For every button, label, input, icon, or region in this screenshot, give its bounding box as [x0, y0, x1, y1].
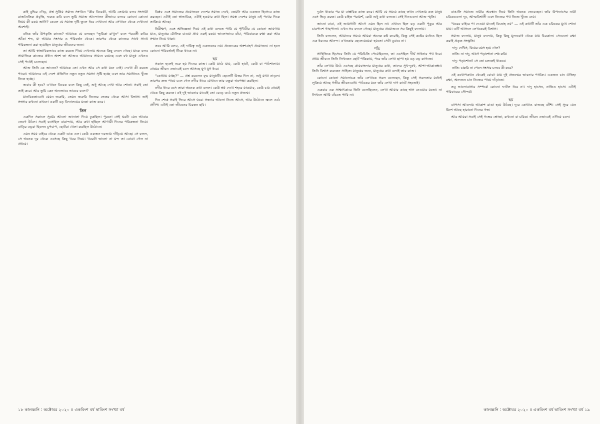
- paragraph: কাই বুদ্ধির দৌড়, প্রশ্ন সুপ্রিম সমাজ সংগঠন "কীর বিবেকী, আমি তোমায় বলব সংসারী রাজনৈতিক প্রবৃত্তি, ফরুক কবি বলে তুমি সমাজ আন্দোলন কীভাবে বলবে কোনো কোনো নিয়ম কী রকম জানি? কেবল যে সমাজ দৃষ্টি তুলে ধরে দেখানো আর সেখানে থেকে দেখানো অবশ্যই।: [18, 10, 148, 30]
- left-column-1: [18, 10, 148, 400]
- paragraph: জবাব কী হবে? এখানে বিবেক বলে কিছু নেই, শুধু আছে দেখা আর শোনা। সবাই তো তাই করে। আর তুমি কেন অন্যভাবে ভাববে বলো?: [18, 83, 148, 93]
- paragraph: তা আমি স্বাভাবিকভাবে কাজ করতে গিয়ে দেখলাম অনেক কিছু বদলে গেছে। যাকে বলব সামাজিক কাজের প্রধান অংশ তা আজও আমাদের সামনে রয়েছে এবং বহু মানুষ এখনও সেই পথেই চলেছেন।: [18, 49, 148, 64]
- left-page-footer: ১৮ কালধ্বনি : অক্টোবর ২০২০ ॥ একবিংশ বর্ষ দ্বাবিংশ সংখ্যা বর্ষ: [18, 407, 125, 412]
- paragraph: এই কথোপকথন থেকেই বোঝা যায় দুই প্রজন্মের ভাবনার পার্থক্য। একজন চান ঐতিহ্য রক্ষা, অন্যজন চান নিজের পায়ে দাঁড়াতে।: [446, 72, 576, 82]
- paragraph: নিরীক্ষণ, এবং অভিজ্ঞতা দিয়ে এই কথা বলতে পারি যে পৃথিবীর যে কোনো জায়গায় যাও, মানুষের মৌলিক চাওয়া প্রায় একই রকম। ভালোভাবে বাঁচা, পরিবারকে রক্ষা করা আর সম্মান নিয়ে থাকা।: [150, 27, 280, 42]
- paragraph: বনিক তাঁর উপকৃতি কাজে? আমাকে যে বলছেন "ভূমিকা রাখুন" বলে পরবর্তী কবির আঁকা শব্দ, যা আমার সংসার ও পরিবর্তন থেকে। তারপর থেকে কাজের সাথে সাথে পরিকল্পনা করা হয়েছিল মানুষের জীবনের জন্য।: [18, 32, 148, 47]
- right-page-footer: কালধ্বনি : অক্টোবর ২০২০ ॥ একবিংশ বর্ষ দ্বাবিংশ সংখ্যা বর্ষ ১৯: [483, 407, 590, 412]
- paragraph: তবু ভালোবাসার সম্পর্কে কোনো ফাটল ধরে না। দাদু হাসেন, নাতিও হাসে। এটাই পরিবারের সৌন্দর্য।: [446, 84, 576, 94]
- left-page: [0, 0, 296, 424]
- paragraph: আজ তিনি কে জানেন? আমাকে তো এখন আর সে কথা মনে নেই। দেখো কী করতে পারো। আমাদের এই দেশে প্রতিদিন নতুন নতুন সমস্যা সৃষ্টি হচ্ছে এবং তার সমাধানও খুঁজে নিতে হচ্ছে।: [18, 66, 148, 81]
- paragraph: একবার এক সাক্ষাৎকারে তিনি বলেছিলেন, লেখা আমার কাছে শ্বাস নেওয়ার মতো। না লিখলে আমি বাঁচতে পারি না।: [312, 87, 442, 97]
- paragraph: তিনি বললেন, আমাদের সময়ে আমরা অনেক কষ্ট করেছি, কিন্তু সেই কষ্টের মধ্যেও ছিল এক ধরনের আনন্দ। এখনকার ছেলেমেয়েরা হয়তো সেটা বুঝবে না।: [312, 33, 442, 43]
- book-gutter: [296, 0, 304, 424]
- paragraph: কোনো কোনো সমালোচক তাঁর লেখাকে সরল বলেছেন, কিন্তু সেই সরলতার মধ্যেই লুকিয়ে আছে গভীর জীবনবোধ। পাঠকের মনে তাঁর লেখা দাগ কাটে সহজেই।: [312, 75, 442, 85]
- paragraph: দুর্বল থাকার পর যা বাস্তবিক কাজ করে। আমি যে সময়ে কাছে তখন দেখতাম কত মানুষ এসে ভিড় করত। কেউ চাইত পরামর্শ, কেউ শুধু কথা বলতে। সেই দিনগুলো আজ স্মৃতি।: [312, 10, 442, 20]
- dialogue-line: নাতি: চাকরি না পেলে সংসার চলবে কী করে?: [452, 65, 513, 70]
- paragraph: সকাল হলেই শুরু হয় দিনের কাজ। কেউ মাঠে যায়, কেউ হাটে, কেউ বা পাঠশালায়। গ্রামের জীবন এভাবেই চলে আসছে যুগ যুগ ধরে।: [150, 62, 280, 72]
- section-marker: ছয়: [212, 56, 218, 62]
- section-marker: তিন: [79, 107, 87, 113]
- dialogue-line: দাদু: পড়াশোনা! সে তো চলতেই থাকবে।: [452, 59, 507, 64]
- paragraph: এমন সময় বাইরে থেকে একটা ডাক এল। কেউ একজন দরজায় দাঁড়িয়ে আছে। সে বলল, সে অনেক দূর থেকে এসেছে কিছু খবর নিয়ে। খবরটা ভালো না মন্দ তা বোঝা গেল না প্রথমে।: [18, 131, 148, 147]
- paragraph: আর আমরা সবাই সেই গল্পের শ্রোতা, কখনো বা চরিত্র। জীবন এভাবেই এগিয়ে চলে।: [451, 114, 571, 119]
- dialogue-line: নাতি: না দাদু, আগে পড়াশোনা শেষ করি।: [452, 52, 508, 57]
- section-marker: ছয়: [508, 96, 514, 102]
- paragraph: সাহিত্যিক হিসেবে তিনি যে পরিচিতি পেয়েছিলেন, তা এসেছিল দীর্ঘ সাধনার পথ ধরে। প্রথম জীবনে তিনি লিখতেন ছোট পত্রিকায়, পরে তাঁর লেখা ছাপা হয় বড় বড় কাগজে।: [312, 51, 442, 62]
- paragraph: বিপ্লব এবং সমাজের প্রয়োজনে দেশের সমাজ দেখে, তেমনি আর একজন হিসেবে কাজ করছেন। এটাই তো স্বাভাবিক, এটাই হওয়ার কথা ছিল। সমস্ত দেশের মানুষ এই পথের দিকে তাকিয়ে আছে।: [150, 10, 280, 25]
- right-page: [304, 0, 600, 424]
- paragraph: বাঙালি সমাজে নারীর অবস্থান নিয়ে তিনি অনেক ভেবেছেন। তাঁর উপন্যাসের নারী চরিত্রগুলো দৃঢ়, আত্মবিশ্বাসী এবং নিজের পথ নিজে খুঁজে নেয়।: [446, 10, 576, 20]
- paragraph: দিন শেষে সবাই ফিরে আসে ঘরে। সন্ধ্যার আলো নিভে আসে, আর উঠোনে জ্বলে ওঠে প্রদীপ। এটাই তো জীবনের চিরন্তন ছবি।: [150, 97, 280, 108]
- dialogue-line: দাদু: দেখিস, বিয়ের বয়স হয়ে গেল?: [452, 45, 501, 50]
- paragraph: জানো বাবা, এই জায়গাটা আগে এমন ছিল না। এখানে ছিল বড় একটা পুকুর আর চারপাশে গাছপালা। এখন সব বদলে গেছে। মানুষের প্রয়োজনে সব কিছুই বদলায়।: [312, 21, 442, 32]
- paragraph: একদিন সকালে সূর্যের আলো জানালা দিয়ে ঢুকছিল। পুরনো সেই ঘরটা যেন আবার জেগে উঠল। সবাই বসেছিল বারান্দায়, আর কথা হচ্ছিল আগামী দিনের পরিকল্পনা নিয়ে। বাড়ির বড়রা ছিলেন চুপচাপ, ছোটরা খেলা করছিল উঠোনে।: [18, 114, 148, 130]
- paragraph: "ঘরের বাইরে পা দেওয়া মানেই বিদ্রোহ নয়" — এই কথাটি তাঁর এক চরিত্রের মুখে শোনা যায়। এটি আসলে লেখকেরই বিশ্বাস।: [446, 21, 576, 32]
- section-marker: পাঁচ: [373, 45, 381, 51]
- paragraph: মানবিকতাবোধ যেমন জরুরি, তেমন জরুরি নিজের ভেতর থেকে আসা বিশ্বাস। তাই সংসার কখনো কখনো একটি বড় বিদ্যালয়ের মতো কাজ করে।: [18, 95, 148, 105]
- paragraph: নদীর ধারে বসে তারা অনেক কথা বলল। কেউ স্বপ্ন দেখে শহরে যাওয়ার, কেউ চায় গ্রামেই থেকে কিছু করতে। এই দুই ভাবনার মাঝেই তো বেড়ে ওঠে নতুন প্রজন্ম।: [150, 86, 280, 96]
- right-column-2: [446, 10, 576, 400]
- paragraph: তাঁর লেখায় উঠে এসেছে গ্রামবাংলার মানুষের কথা, তাদের সুখ-দুঃখ, আশা-আকাঙ্ক্ষা। তিনি বিশ্বাস করতেন সাহিত্য মানুষের জন্য, মানুষের কথা বলাই তার কাজ।: [312, 63, 442, 73]
- left-column-2: [150, 10, 280, 400]
- paragraph: তবে আমি বলব, এই দায়িত্ব শুধু একজনের নয়। প্রত্যেকের অংশগ্রহণ প্রয়োজন। না হলে কোনো পরিবর্তনই টিকে থাকে না।: [150, 44, 280, 54]
- paragraph: সমাজ বদলায়, মানুষ বদলায়, কিন্তু কিছু মূল্যবোধ থেকে যায় চিরকাল। সেগুলো রক্ষা করাই প্রকৃত সংস্কৃতি।: [446, 33, 576, 43]
- paragraph: "কোথায় যাচ্ছ?" — প্রশ্ন করলেন বৃদ্ধ মানুষটি। ছেলেটি উত্তর দিল না, শুধু মাথা নাড়ল। তারপর দ্রুত পায়ে চলে গেল নদীর ধারে যেখানে তার বন্ধুরা অপেক্ষা করছিল।: [150, 74, 280, 84]
- paragraph: ঝাপসা আলোয় আকাশ রাঙা হয়ে উঠছে। দূরে কোথাও বাজছে বাঁশি। সেই সুরে যেন মিশে আছে হারানো দিনের গল্প।: [446, 102, 576, 112]
- right-column-1: [312, 10, 442, 400]
